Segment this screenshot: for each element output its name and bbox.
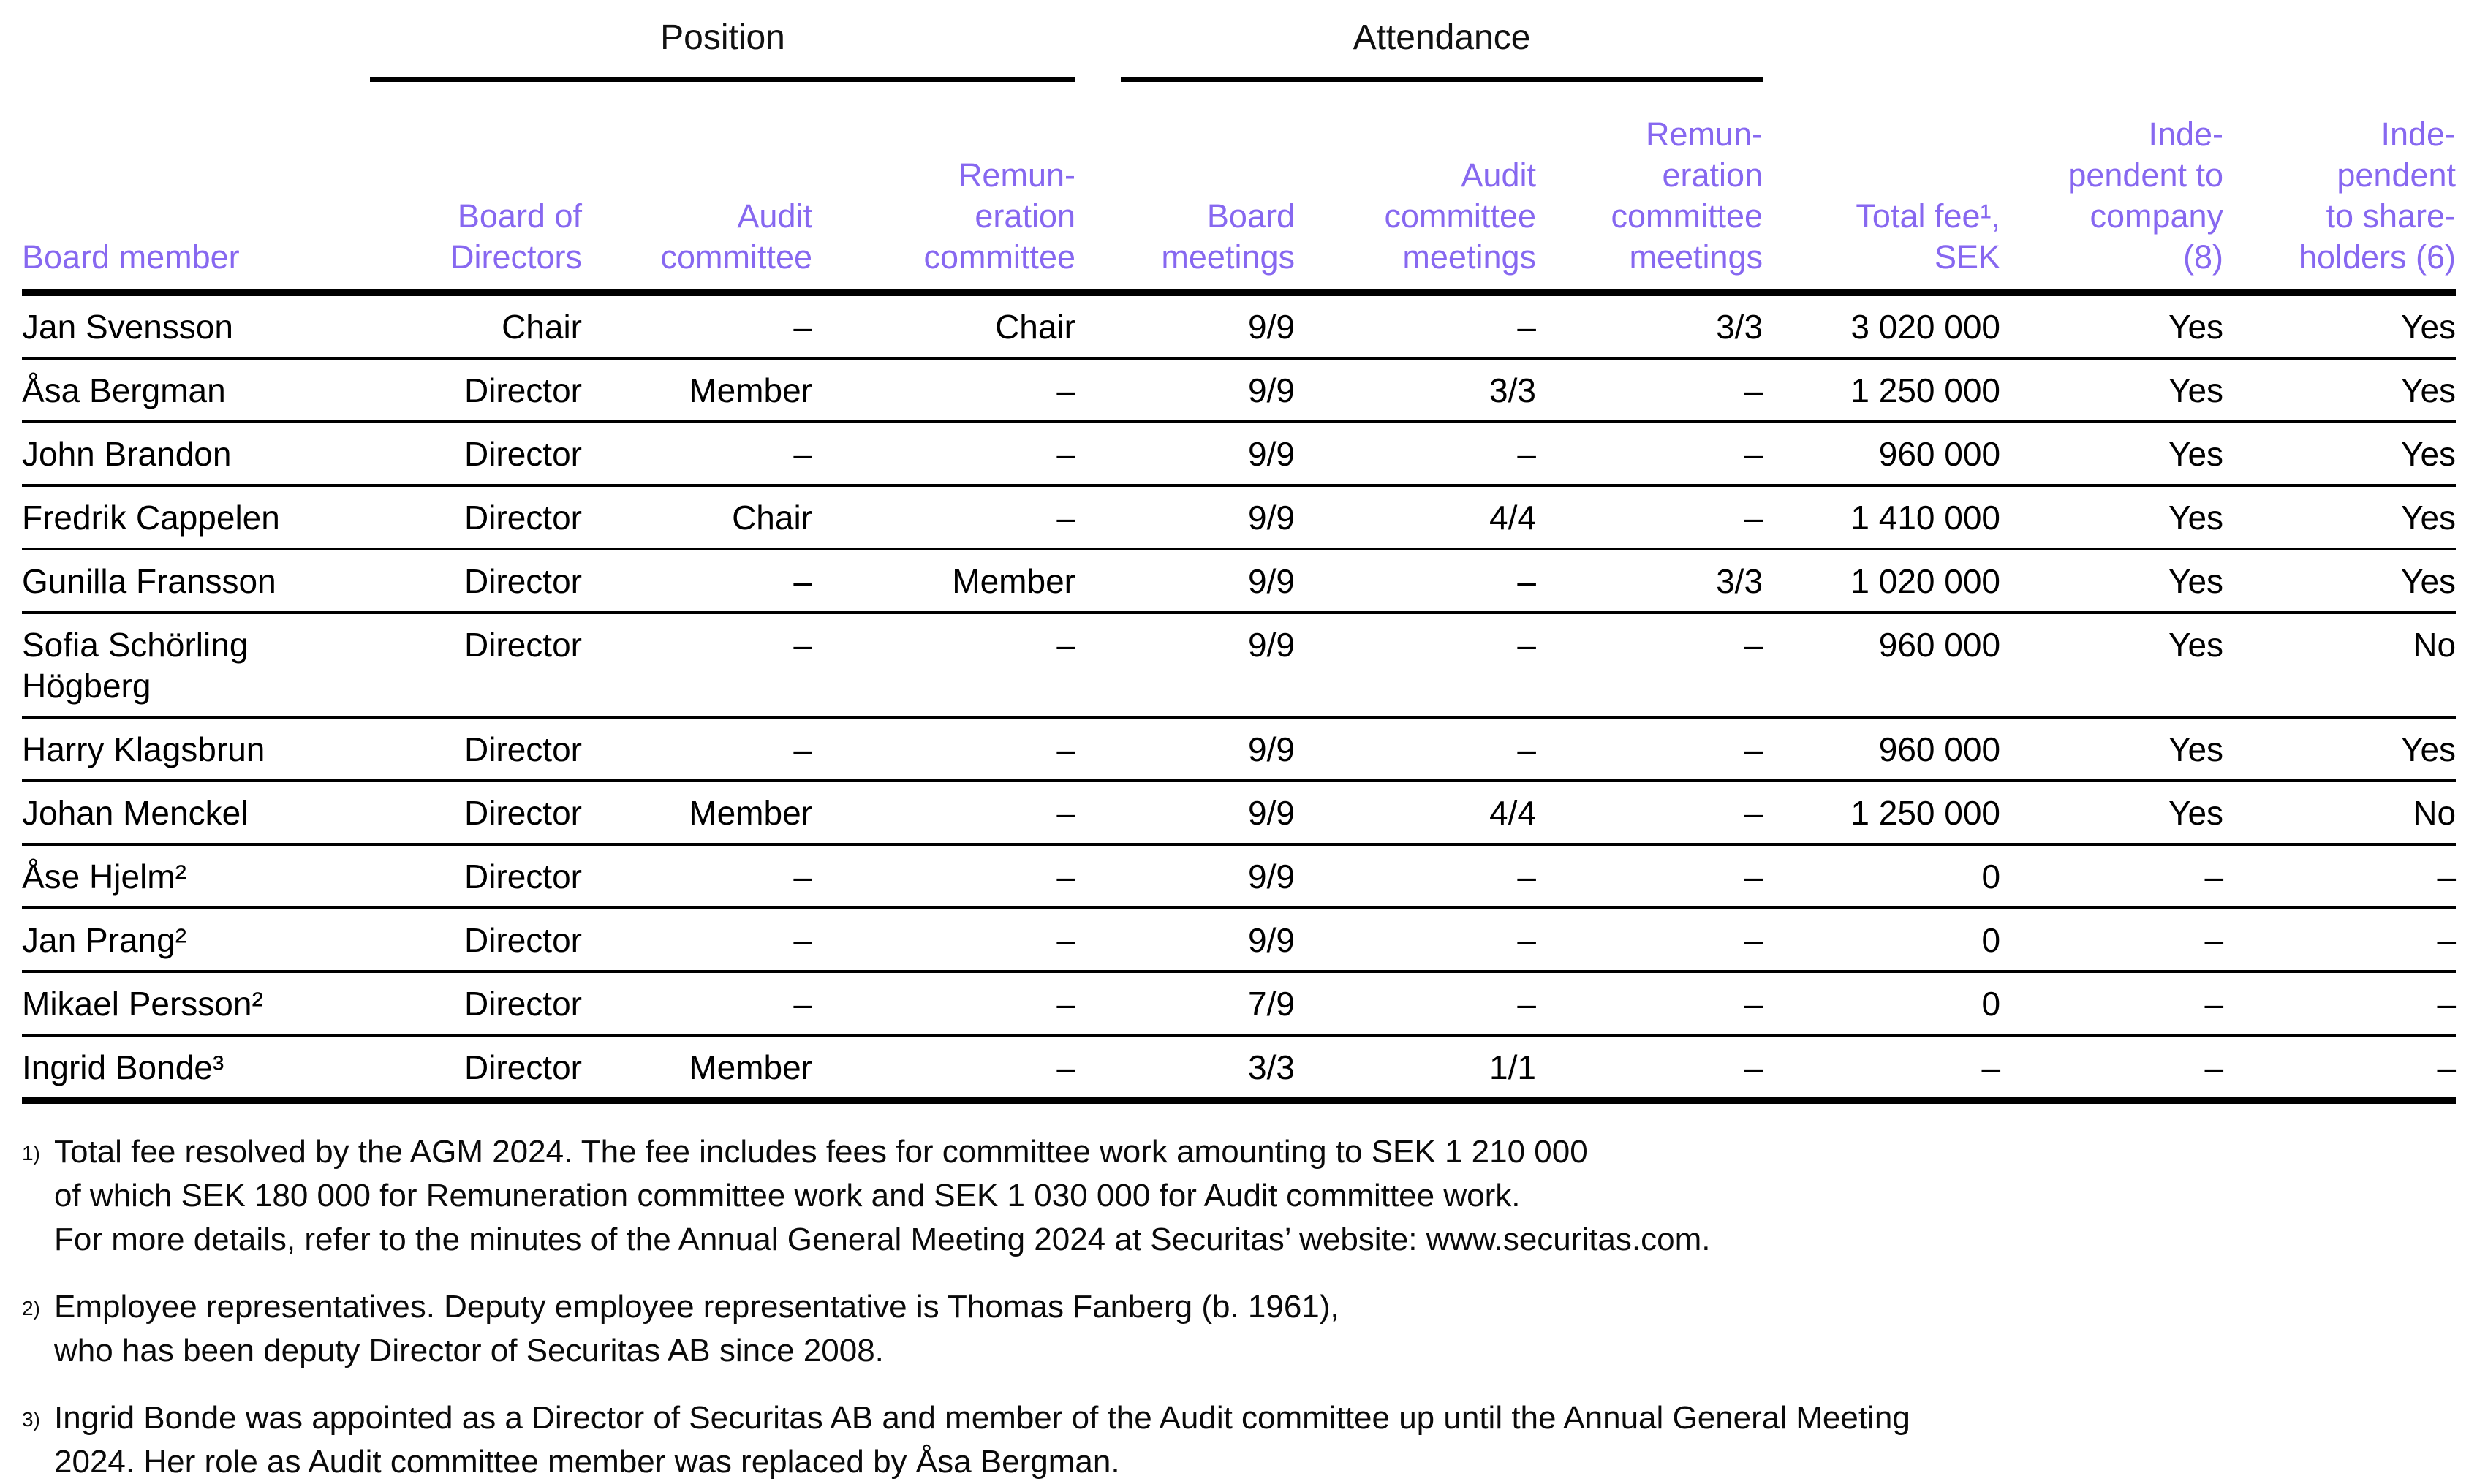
- group-header-position: [370, 6, 1075, 82]
- cell-audit-committee-meetings: –: [1295, 972, 1536, 1035]
- cell-remuneration-committee: –: [812, 613, 1075, 717]
- cell-independent-shareholders: –: [2223, 1035, 2456, 1101]
- cell-audit-committee: –: [582, 549, 812, 613]
- column-header-line: Remun-: [1645, 116, 1763, 153]
- cell-total-fee: –: [1763, 1035, 2000, 1101]
- cell-remuneration-committee: Chair: [812, 293, 1075, 359]
- cell-independent-shareholders: Yes: [2223, 717, 2456, 781]
- cell-board-of-directors: Director: [370, 613, 582, 717]
- column-header-line: Board of: [457, 197, 582, 235]
- cell-independent-shareholders: Yes: [2223, 549, 2456, 613]
- footnote-line: Total fee resolved by the AGM 2024. The fee includes fees for committee work amounting to SEK 1 210 000: [54, 1134, 1588, 1170]
- cell-audit-committee: Member: [582, 781, 812, 844]
- cell-audit-committee: –: [582, 422, 812, 485]
- column-header-line: Total fee¹,: [1856, 197, 2001, 235]
- cell-remuneration-committee-meetings: –: [1536, 781, 1763, 844]
- cell-audit-committee-meetings: –: [1295, 549, 1536, 613]
- column-header-audit-committee: [582, 82, 812, 293]
- column-header-line: holders (6): [2298, 238, 2457, 276]
- cell-independent-company: Yes: [2000, 422, 2223, 485]
- column-header-line: Board member: [22, 238, 240, 276]
- cell-board-member: John Brandon: [22, 422, 370, 485]
- cell-board-of-directors: Director: [370, 549, 582, 613]
- cell-board-of-directors: Director: [370, 485, 582, 549]
- cell-independent-company: Yes: [2000, 781, 2223, 844]
- cell-audit-committee-meetings: –: [1295, 613, 1536, 717]
- column-header-line: eration: [975, 197, 1075, 235]
- cell-audit-committee: Chair: [582, 485, 812, 549]
- cell-board-member: Jan Prang²: [22, 908, 370, 972]
- column-header-board-meetings: [1075, 82, 1295, 293]
- cell-independent-shareholders: –: [2223, 844, 2456, 908]
- cell-board-meetings: 9/9: [1075, 908, 1295, 972]
- table-row: [22, 908, 2456, 972]
- table-row: [22, 485, 2456, 549]
- cell-independent-company: –: [2000, 908, 2223, 972]
- cell-independent-shareholders: No: [2223, 781, 2456, 844]
- cell-board-member: Jan Svensson: [22, 293, 370, 359]
- cell-audit-committee-meetings: 4/4: [1295, 485, 1536, 549]
- group-label-position: Position: [370, 18, 1075, 82]
- cell-independent-company: –: [2000, 1035, 2223, 1101]
- column-header-line: committee: [1611, 197, 1763, 235]
- cell-audit-committee: Member: [582, 358, 812, 422]
- column-header-line: (8): [2183, 238, 2224, 276]
- column-header-line: meetings: [1161, 238, 1295, 276]
- column-header-line: Inde-: [2148, 116, 2224, 153]
- cell-board-of-directors: Director: [370, 1035, 582, 1101]
- table-row: [22, 844, 2456, 908]
- cell-board-meetings: 9/9: [1075, 717, 1295, 781]
- cell-total-fee: 1 250 000: [1763, 358, 2000, 422]
- cell-board-meetings: 9/9: [1075, 422, 1295, 485]
- column-header-remuneration-committee-meetings: [1536, 82, 1763, 293]
- cell-board-of-directors: Chair: [370, 293, 582, 359]
- cell-audit-committee-meetings: –: [1295, 717, 1536, 781]
- group-header-attendance: [1075, 6, 1763, 82]
- cell-remuneration-committee: –: [812, 485, 1075, 549]
- cell-audit-committee-meetings: –: [1295, 422, 1536, 485]
- cell-total-fee: 1 020 000: [1763, 549, 2000, 613]
- footnote: [22, 1285, 2455, 1373]
- column-header-line: Audit: [1461, 156, 1536, 194]
- cell-total-fee: 960 000: [1763, 717, 2000, 781]
- cell-board-member: Fredrik Cappelen: [22, 485, 370, 549]
- cell-total-fee: 3 020 000: [1763, 293, 2000, 359]
- cell-independent-company: Yes: [2000, 717, 2223, 781]
- footnote-line: who has been deputy Director of Securitas AB since 2008.: [54, 1333, 884, 1368]
- cell-board-member: Åsa Bergman: [22, 358, 370, 422]
- column-header-row: [22, 82, 2456, 293]
- column-header-audit-committee-meetings: [1295, 82, 1536, 293]
- cell-remuneration-committee-meetings: –: [1536, 908, 1763, 972]
- cell-audit-committee-meetings: 4/4: [1295, 781, 1536, 844]
- cell-board-meetings: 9/9: [1075, 549, 1295, 613]
- cell-board-member: Sofia Schörling Högberg: [22, 613, 370, 717]
- cell-remuneration-committee-meetings: –: [1536, 613, 1763, 717]
- cell-board-meetings: 9/9: [1075, 485, 1295, 549]
- cell-independent-company: –: [2000, 972, 2223, 1035]
- cell-total-fee: 0: [1763, 908, 2000, 972]
- cell-board-member: Ingrid Bonde³: [22, 1035, 370, 1101]
- cell-board-of-directors: Director: [370, 844, 582, 908]
- cell-remuneration-committee-meetings: –: [1536, 1035, 1763, 1101]
- cell-remuneration-committee-meetings: –: [1536, 358, 1763, 422]
- cell-independent-shareholders: Yes: [2223, 358, 2456, 422]
- cell-audit-committee: –: [582, 717, 812, 781]
- table-row: [22, 781, 2456, 844]
- cell-board-meetings: 9/9: [1075, 293, 1295, 359]
- group-label-attendance: Attendance: [1121, 18, 1763, 82]
- footnote-line: For more details, refer to the minutes of the Annual General Meeting 2024 at Securitas’ website: www.securitas.com.: [54, 1222, 1711, 1257]
- cell-board-member: Johan Menckel: [22, 781, 370, 844]
- column-header-remuneration-committee: [812, 82, 1075, 293]
- cell-total-fee: 1 410 000: [1763, 485, 2000, 549]
- cell-independent-company: Yes: [2000, 613, 2223, 717]
- column-header-line: meetings: [1629, 238, 1763, 276]
- table-row: [22, 358, 2456, 422]
- cell-board-meetings: 9/9: [1075, 844, 1295, 908]
- cell-independent-shareholders: No: [2223, 613, 2456, 717]
- cell-board-member: Mikael Persson²: [22, 972, 370, 1035]
- cell-audit-committee-meetings: 1/1: [1295, 1035, 1536, 1101]
- cell-total-fee: 960 000: [1763, 422, 2000, 485]
- column-header-line: Directors: [450, 238, 582, 276]
- cell-total-fee: 0: [1763, 972, 2000, 1035]
- footnote-line: 2024. Her role as Audit committee member was replaced by Åsa Bergman.: [54, 1444, 1120, 1480]
- cell-remuneration-committee: –: [812, 972, 1075, 1035]
- cell-independent-shareholders: Yes: [2223, 422, 2456, 485]
- cell-board-member: Gunilla Fransson: [22, 549, 370, 613]
- cell-remuneration-committee-meetings: –: [1536, 972, 1763, 1035]
- footnote-line: Employee representatives. Deputy employee representative is Thomas Fanberg (b. 1961),: [54, 1289, 1339, 1325]
- cell-independent-company: Yes: [2000, 549, 2223, 613]
- footnote-marker: 2): [22, 1297, 40, 1320]
- cell-board-meetings: 3/3: [1075, 1035, 1295, 1101]
- cell-remuneration-committee: –: [812, 908, 1075, 972]
- cell-independent-shareholders: –: [2223, 972, 2456, 1035]
- footnote: [22, 1130, 2455, 1262]
- column-header-independent-shareholders: [2223, 82, 2456, 293]
- column-header-line: committee: [1384, 197, 1536, 235]
- column-header-line: pendent to: [2068, 156, 2224, 194]
- cell-board-of-directors: Director: [370, 781, 582, 844]
- cell-total-fee: 0: [1763, 844, 2000, 908]
- cell-remuneration-committee-meetings: 3/3: [1536, 549, 1763, 613]
- cell-remuneration-committee: Member: [812, 549, 1075, 613]
- cell-independent-shareholders: –: [2223, 908, 2456, 972]
- column-header-line: pendent: [2337, 156, 2457, 194]
- cell-board-meetings: 9/9: [1075, 358, 1295, 422]
- column-header-board-of-directors: [370, 82, 582, 293]
- column-header-line: Board: [1206, 197, 1295, 235]
- group-header-row: [22, 6, 2456, 82]
- cell-audit-committee: –: [582, 908, 812, 972]
- cell-audit-committee: Member: [582, 1035, 812, 1101]
- column-header-line: eration: [1662, 156, 1763, 194]
- footnote-marker: 3): [22, 1408, 40, 1431]
- cell-remuneration-committee-meetings: –: [1536, 485, 1763, 549]
- cell-remuneration-committee: –: [812, 844, 1075, 908]
- cell-total-fee: 960 000: [1763, 613, 2000, 717]
- footnotes: [22, 1130, 2455, 1484]
- table-row: [22, 1035, 2456, 1101]
- footnote: [22, 1396, 2455, 1484]
- cell-board-member: Åse Hjelm²: [22, 844, 370, 908]
- table-row: [22, 549, 2456, 613]
- cell-board-of-directors: Director: [370, 717, 582, 781]
- cell-board-meetings: 7/9: [1075, 972, 1295, 1035]
- cell-remuneration-committee-meetings: –: [1536, 422, 1763, 485]
- cell-audit-committee: –: [582, 293, 812, 359]
- cell-independent-company: Yes: [2000, 293, 2223, 359]
- cell-remuneration-committee-meetings: –: [1536, 844, 1763, 908]
- cell-board-member: Harry Klagsbrun: [22, 717, 370, 781]
- cell-board-meetings: 9/9: [1075, 781, 1295, 844]
- cell-remuneration-committee: –: [812, 358, 1075, 422]
- column-header-line: Audit: [737, 197, 812, 235]
- cell-remuneration-committee-meetings: 3/3: [1536, 293, 1763, 359]
- table-row: [22, 613, 2456, 717]
- column-header-line: Remun-: [958, 156, 1075, 194]
- cell-board-of-directors: Director: [370, 972, 582, 1035]
- cell-remuneration-committee: –: [812, 781, 1075, 844]
- cell-audit-committee-meetings: –: [1295, 293, 1536, 359]
- group-spacer-left: [22, 6, 370, 82]
- column-header-independent-company: [2000, 82, 2223, 293]
- cell-independent-company: Yes: [2000, 358, 2223, 422]
- column-header-line: SEK: [1934, 238, 2001, 276]
- column-header-line: to share-: [2326, 197, 2457, 235]
- cell-audit-committee: –: [582, 844, 812, 908]
- group-spacer-right: [1763, 6, 2456, 82]
- cell-independent-shareholders: Yes: [2223, 485, 2456, 549]
- cell-independent-company: Yes: [2000, 485, 2223, 549]
- column-header-line: meetings: [1402, 238, 1536, 276]
- footnote-line: of which SEK 180 000 for Remuneration committee work and SEK 1 030 000 for Audit committee work.: [54, 1178, 1521, 1214]
- column-header-total-fee: [1763, 82, 2000, 293]
- footnote-marker: 1): [22, 1142, 40, 1165]
- cell-remuneration-committee: –: [812, 422, 1075, 485]
- table-row: [22, 422, 2456, 485]
- board-table: [22, 6, 2456, 1104]
- column-header-line: Inde-: [2380, 116, 2457, 153]
- table-row: [22, 717, 2456, 781]
- cell-board-meetings: 9/9: [1075, 613, 1295, 717]
- cell-independent-shareholders: Yes: [2223, 293, 2456, 359]
- cell-remuneration-committee: –: [812, 1035, 1075, 1101]
- table-row: [22, 293, 2456, 359]
- cell-remuneration-committee-meetings: –: [1536, 717, 1763, 781]
- cell-total-fee: 1 250 000: [1763, 781, 2000, 844]
- cell-remuneration-committee: –: [812, 717, 1075, 781]
- table-body: [22, 293, 2456, 1101]
- cell-independent-company: –: [2000, 844, 2223, 908]
- cell-board-of-directors: Director: [370, 422, 582, 485]
- column-header-line: company: [2090, 197, 2224, 235]
- cell-audit-committee: –: [582, 972, 812, 1035]
- cell-audit-committee-meetings: 3/3: [1295, 358, 1536, 422]
- cell-audit-committee: –: [582, 613, 812, 717]
- table-row: [22, 972, 2456, 1035]
- footnote-line: Ingrid Bonde was appointed as a Director of Securitas AB and member of the Audit committee up until the Annual General Meeting: [54, 1400, 1910, 1436]
- column-header-line: committee: [660, 238, 812, 276]
- cell-board-of-directors: Director: [370, 358, 582, 422]
- cell-board-of-directors: Director: [370, 908, 582, 972]
- column-header-line: committee: [923, 238, 1075, 276]
- cell-audit-committee-meetings: –: [1295, 844, 1536, 908]
- column-header-board-member: [22, 82, 370, 293]
- cell-audit-committee-meetings: –: [1295, 908, 1536, 972]
